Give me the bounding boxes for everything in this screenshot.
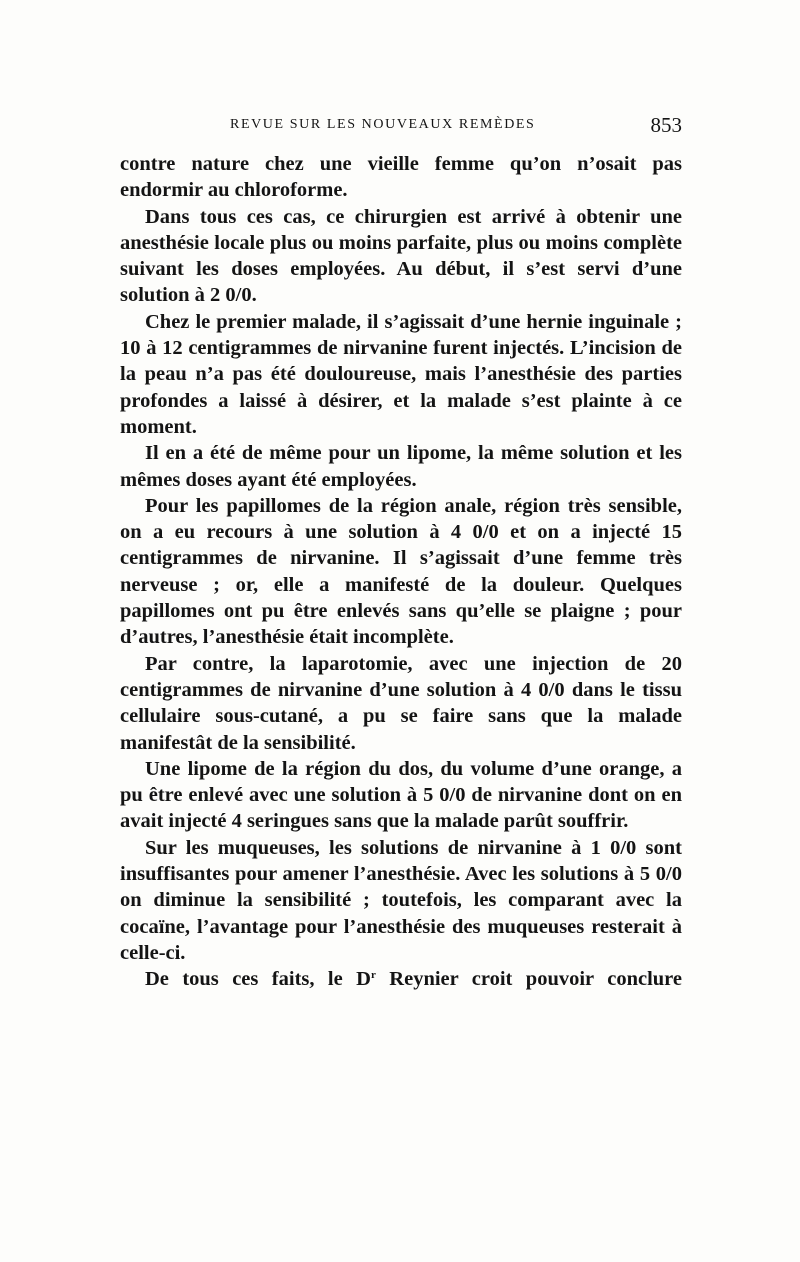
body-text — [120, 151, 682, 993]
final-line-text-before: De tous ces faits, le D — [145, 968, 371, 991]
running-title: REVUE SUR LES NOUVEAUX REMÈDES — [230, 117, 536, 132]
paragraph-final-line — [120, 966, 682, 992]
paragraph: Pour les papillomes de la région anale, région très sensible, on a eu recours à une solution à 4 0/0 et on a injecté 15 centigrammes de nirvanine. Il s’agissait d’une femme très nerveuse ; or, elle a manifesté de la douleur. Quelques papillomes ont pu être enlevés sans qu’elle se plaigne ; pour d’autres, l’anesthésie était incomplète. — [120, 494, 682, 649]
paragraph-continuation: contre nature chez une vieille femme qu’on n’osait pas endormir au chloroforme. — [120, 153, 682, 202]
paragraph: Par contre, la laparotomie, avec une injection de 20 centigrammes de nirvanine d’une solution à 4 0/0 dans le tissu cellulaire sous-cutané, a pu se faire sans que la malade manifestât de la sensibilité. — [120, 652, 682, 754]
paragraph: Une lipome de la région du dos, du volume d’une orange, a pu être enlevé avec une solution à 5 0/0 de nirvanine dont on en avait injecté 4 seringues sans que la malade parût souffrir. — [120, 757, 682, 833]
paragraph: Il en a été de même pour un lipome, la même solution et les mêmes doses ayant été employées. — [120, 442, 682, 491]
paragraph: Chez le premier malade, il s’agissait d’une hernie inguinale ; 10 à 12 centigrammes de nirvanine furent injectés. L’incision de la peau n’a pas été douloureuse, mais l’anesthésie des parties profondes a laissé à désirer, et la malade s’est plainte à ce moment. — [120, 310, 682, 438]
paragraph: Sur les muqueuses, les solutions de nirvanine à 1 0/0 sont insuffisantes pour amener l’anesthésie. Avec les solutions à 5 0/0 on diminue la sensibilité ; toutefois, les comparant avec la cocaïne, l’avantage pour l’anesthésie des muqueuses resterait à celle-ci. — [120, 836, 682, 964]
paragraph: Dans tous ces cas, ce chirurgien est arrivé à obtenir une anesthésie locale plus ou moins parfaite, plus ou moins complète suivant les doses employées. Au début, il s’est servi d’une solution à 2 0/0. — [120, 205, 682, 307]
page-number: 853 — [650, 113, 682, 137]
final-line-text-after: Reynier croit pouvoir conclure — [375, 968, 682, 991]
page-header — [120, 113, 682, 139]
doctor-abbrev-superscript: r — [370, 969, 376, 982]
